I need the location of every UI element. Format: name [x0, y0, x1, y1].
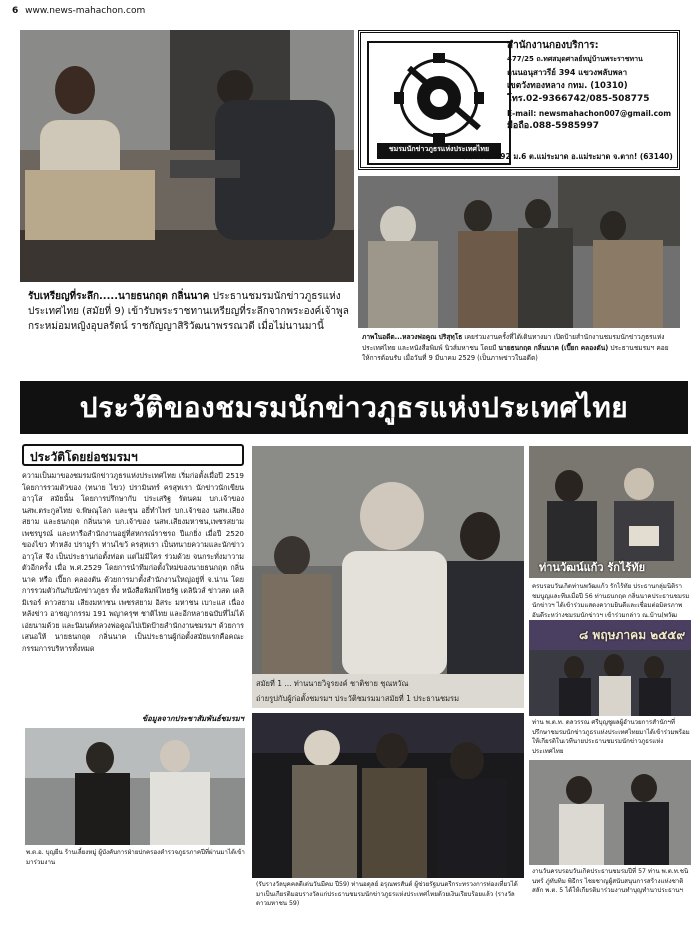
caption-officer: พ.ต.อ. บุญยืน ร้านเลี้ยงหมู่ ผู้บังคับการฝ่ายปกครองตำรวจภูธรภาคปีที่ผ่านมาได้เข้ามาร่วมงาน: [26, 849, 245, 866]
address-line-2: ถนนอนุสาวรีย์ 394 แขวงพลับพลา: [507, 68, 628, 77]
photo-medal-ceremony: [20, 30, 354, 282]
website-url: www.news-mahachon.com: [25, 6, 146, 16]
main-title: ประวัติของชมรมนักข่าวภูธรแห่งประเทศไทย: [20, 381, 688, 434]
caption-medal-bold: รับเหรียญที่ระลึก.....นายธนกฤต กลิ่นนาค: [28, 291, 210, 302]
logo-caption: ชมรมนักข่าวภูธรแห่งประเทศไทย: [388, 145, 490, 153]
photo-first-term: [252, 446, 524, 708]
club-logo: [367, 41, 511, 165]
branch-office-line: สำนักงาน 292 ม.6 ต.แม่ระมาด อ.แม่ระมาด จ.ตาก! (63140): [461, 152, 673, 161]
caption-lpk-bold: ภาพในอดีต...หลวงพ่อคูณ ปริสุทฺโธ: [362, 333, 463, 341]
caption-lpk-text: เคยร่วมงานครั้งที่ได้เดินทางมา เปิดป้ายสำนักงานชมรมนักข่าวภูธรแห่งประเทศไทย และหนังสือพิมพ์ นิวส์มหาชน โดยมี: [362, 333, 665, 352]
caption-award: (รับรางวัลบุคคลดีเด่นวันมีคม ปี59) ท่านอดุลย์ อรุณพรสันต์ ผู้ช่วยรัฐมนตรีกระทรวงการท่องเที่ยวได้มาเป็นเกียรติมอบรางวัลแก่ประธานชมรมนักข่าวภูธรแห่งประเทศไทยด้วยเงินเรียบร้อยแล้ว (รางวัลดาวมหาชน 59): [256, 881, 518, 907]
phone-line: โทร.02-9366742/085-508775: [507, 94, 650, 104]
caption-lpk-bold-2: นายธนกฤต กลิ่นนาค (เปี๊ยก คลองตัน): [498, 343, 609, 352]
history-credit: ข้อมูลจากประชาสัมพันธ์ชมรมฯ: [142, 714, 244, 723]
caption-first-term-line-2: ถ่ายรูปกับผู้ก่อตั้งชมรมฯ ประวัติชมรมมาสมัยที่ 1 ประธานชมรม: [256, 694, 460, 703]
photo-luang-phor-koon: [358, 176, 680, 328]
contact-box: [358, 30, 680, 170]
caption-57th-birthday: งานวันครบรอบวันเกิดประธานชมรมปีที่ 57 ท่าน พ.ต.ท.ชนินทร์ ภู่ทับทิม พิธีกร ไชยชาญผู้สนับสนุนการสร้างแห่งชาติสลัก พ.ต. 5 ได้ให้เกียรติมาร่วมงานทำบุญทำนาประธานฯ: [532, 868, 689, 894]
photo-birthday-wattkaew: [529, 446, 691, 578]
caption-first-term: [256, 676, 520, 706]
overlay-wattkaew: ท่านวัฒน์แก้ว รักไร้ทัย: [539, 561, 646, 574]
photo-award: [252, 713, 524, 878]
history-body: ความเป็นมาของชมรมนักข่าวภูธรแห่งประเทศไทย เริ่มก่อตั้งเมื่อปี 2519 โดยการรวมตัวของ (ทนาย ไขว) ปรามินทร์ ครสุทเรา นักข่าวนักเขียนอาวุโส สมัยนั้น โดยการปรึกษากับ ประเสริฐ รัตนคม บก.เจ้าของ นสพ.ตระกูลไทย จ.พิษณุโลก และชุน อยี่ทำไพร่ บก.เจ้าของ นสพ.เสียงสยาม และธนกฤต กลิ่นนาค บก.เจ้าของ นสพ.เสียงมหาชน,เพชรสยาม เพชรบูรณ์ และหารือสำนักงานอยู่ที่สหกรณ์ราชรถ ปีแกยิ่ง เมื่อปี 2520 ของไขว ทำหลัง ปรามูรำ ท่านไขว้ ครสุทเรา เป็นทนายความและนักข่าวอาวุโส จึง เป็นประธานก่อตั้งท่อต แต่ไม่มีใคร ร่วมด้วย จนกระทั่งมาวามตัวอีกครั้ง เมื่อ พ.ศ.2529 โดยการนำทีมก่อตั้งใหม่ของนายธนกฤต กลิ่นนาค หรือ เปี๊ยก คลองตัน ด้วยการมาตั้งสำนักงานใหญ่อยู่ที่ จ.น่าน โดยการรวมตัวกันกับนักข่าวภูธร ทั้ง หนังสือพิมพ์ไทยรัฐ เดลินิวส์ ข่าวสด เดลิมิเรอร์ ดาวสยาม เสียงมหาชน เพชรสยาม อิสระ มหาชน เบาะแส เนื่องหลังข่าว อาชญากรรม 191 พญาครุฑ ชาติไทย และอีกหลายฉบับที่ไม่ได้เอ่ยนามด้วย และนิมนต์หลวงพ่อคูณไปเปิดป้ายสำนักงานชมรมฯ ด้วยการเสนอให้ นายธนกฤต กลิ่นนาค เป็นประธานผู้ก่อตั้งสมัยแรกคือคณะกรรมการบริหารทั้งหมด: [22, 471, 244, 653]
caption-birthday-event: ท่าน พ.ต.ท. ดลวรรณ ศรีบุญชูผลผู้อำนวยการสำนักฯที่ปรึกษาชมรมนักข่าวภูธรแห่งประเทศไทยมาได้เข้าร่วมพร้อมให้เกียรติในเวทีนายประธานชมรมนักข่าวภูธรแห่งประเทศไทย: [532, 719, 690, 755]
caption-medal-text: ประธานชมรมนักข่าวภูธรแห่งประเทศไทย (สมัยที่ 9) เข้ารับพระราชทานเหรียญที่ระลึกจากพระองค์เจ้าพูลกระหม่อมหญิงอุบลรัตน์ ราชกัญญาสิริวัฒนาพรรณวดี เมื่อไม่นานมานี้: [28, 291, 349, 332]
contact-address: [507, 39, 677, 134]
address-line-3: เขตวังทองหลาง กทม. (10310): [507, 80, 628, 91]
caption-luang-phor-koon: [362, 332, 680, 364]
caption-first-term-line-1: สมัยที่ 1 ... ท่านนายวิจูรยงค์ ชาติชาย ชุณหวัณ: [256, 679, 409, 688]
caption-wattkaew: ครบรอบวันเกิดท่านพวัฒแก้ว รักไร้ทัย ประธานกลุ่มนิติราชมนูญและทีมเมื่อปี 56 ท่านธนกฤต กลิ่นนาคประธานชมรมนักข่าวฯ ได้เข้าร่วมแสดงความยินดีและเชื่อมต่อมิตรภาพอันดีระหว่างชมรมนักข่าวฯ เข้าร่วมกล่าว ณ.บ้าน(พวัฒ: [532, 583, 690, 619]
caption-lpk-text-2: ประธานชมรมฯ คอยให้การต้อนรับ เมื่อวันที่ 9 มีนาคม 2529 (เป็นภาพข่าวในอดีต): [362, 343, 669, 362]
email-line: E-mail: newsmahachon007@gmail.com: [507, 108, 672, 118]
photo-officer-ceremony: [25, 728, 245, 845]
office-heading: สำนักงานกองบริการ:: [507, 40, 599, 51]
page-header: [12, 6, 145, 16]
history-heading: ประวัติโดยย่อชมรมฯ: [22, 444, 244, 466]
photo-57th-birthday: [529, 760, 691, 865]
banner-date: ๘ พฤษภาคม ๒๕๕๙: [579, 628, 686, 642]
mobile-line: มือถือ.088-5985997: [507, 121, 599, 131]
page-number: 6: [12, 6, 19, 16]
address-line-1: 477/25 ถ.ทศสมุดศาลย์หมู่บ้านพระราชทาน: [507, 54, 643, 63]
caption-medal: [28, 289, 352, 334]
photo-birthday-event: [529, 620, 691, 716]
